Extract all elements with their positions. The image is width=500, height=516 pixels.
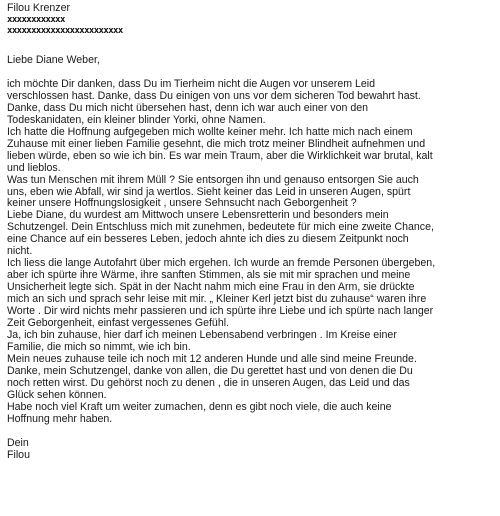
body-line: nicht. [7, 245, 33, 258]
body-line: Danke, dass Du mich nicht übersehen hast, denn ich war auch einer von den [7, 101, 368, 114]
body-line: Familie, die mich so nimmt, wie ich bin. [7, 340, 191, 353]
body-line: Mein neues zuhause teile ich noch mit 12 anderen Hunde und alle sind meine Freunde. [7, 352, 417, 365]
redacted-address-line-1: xxxxxxxxxxxx [7, 15, 65, 25]
body-line: Schutzengel. Dein Entschluss mich mit zunehmen, bedeutete für mich eine zweite Chance, [7, 221, 434, 234]
body-line: mich an sich und sprach sehr leise mit mir. „ Kleiner Kerl jetzt bist du zuhause“ waren ihre [7, 293, 427, 306]
body-line: Habe noch viel Kraft um weiter zumachen, denn es gibt noch viele, die auch keine [7, 400, 392, 413]
body-line: Glück sehen können. [7, 388, 107, 401]
body-line: Danke, mein Schutzengel, danke von allen, die Du gerettet hast und von denen die Du [7, 364, 413, 377]
body-line: Worte . Dir wird nichts mehr passieren und ich spürte ihre Liebe und ich spürte nach langer [7, 305, 434, 318]
body-line: ich möchte Dir danken, dass Du im Tierheim nicht die Augen vor unserem Leid [7, 77, 376, 90]
body-line: eine Chance auf ein besseres Leben, jedoch ahnte ich dies zu diesem Zeitpunkt noch [7, 233, 409, 246]
body-line: Liebe Diane, du wurdest am Mittwoch unsere Lebensretterin und besonders mein [7, 209, 389, 222]
sender-name: Filou Krenzer [7, 2, 70, 14]
letter-body [7, 79, 497, 426]
body-line: Was tun Menschen mit ihrem Müll ? Sie entsorgen ihn und genauso entsorgen Sie auch [7, 173, 419, 186]
body-line: Zeit Geborgenheit, einfast vergessenes Gefühl. [7, 317, 230, 330]
signature-name: Filou [7, 448, 30, 461]
body-line: keiner unsere Hoffnungslosigkeit , unsere Sehnsucht nach Geborgenheit ? [7, 197, 357, 210]
body-line: Ich hatte die Hoffnung aufgegeben mich wollte keiner mehr. Ich hatte mich nach einem [7, 125, 413, 138]
body-line: lieben würde, eben so wie ich bin. Es war mein Traum, aber die Wirklichkeit war brutal, kalt [7, 149, 433, 162]
closing-line: Dein [7, 436, 29, 449]
body-line: uns, eben wie Abfall, wir sind ja wertlos. Sieht keiner das Leid in unseren Augen, spürt [7, 185, 411, 198]
body-line: Ich liess die lange Autofahrt über mich ergehen. Ich wurde an fremde Personen übergeben, [7, 257, 436, 270]
salutation: Liebe Diane Weber, [7, 54, 100, 66]
body-line: noch retten wirst. Du gehörst noch zu denen , die in unseren Augen, das Leid und das [7, 376, 410, 389]
body-line: und lieblos. [7, 161, 61, 174]
body-line: Zuhause mit einer lieben Familie gesehnt, die mich trotz meiner Blindheit aufnehmen und [7, 137, 426, 150]
body-line: Unsicherheit legte sich. Spät in der Nacht nahm mich eine Frau in den Arm, sie drückte [7, 281, 415, 294]
redacted-address-line-2: xxxxxxxxxxxxxxxxxxxxxxxx [7, 26, 123, 36]
letter [7, 3, 497, 462]
body-line: Ja, ich bin zuhause, hier darf ich meinen Lebensabend verbringen . Im Kreise einer [7, 328, 397, 341]
body-line: aber ich spürte ihre Wärme, ihre sanften Stimmen, als sie mit mir sprachen und meine [7, 269, 411, 282]
body-line: verschlossen hast. Danke, dass Du einigen von uns vor dem sicheren Tod bewahrt hast. [7, 89, 421, 102]
body-line: Hoffnung mehr haben. [7, 412, 113, 425]
body-line: Todeskanidaten, ein kleiner blinder Yorki, ohne Namen. [7, 113, 266, 126]
